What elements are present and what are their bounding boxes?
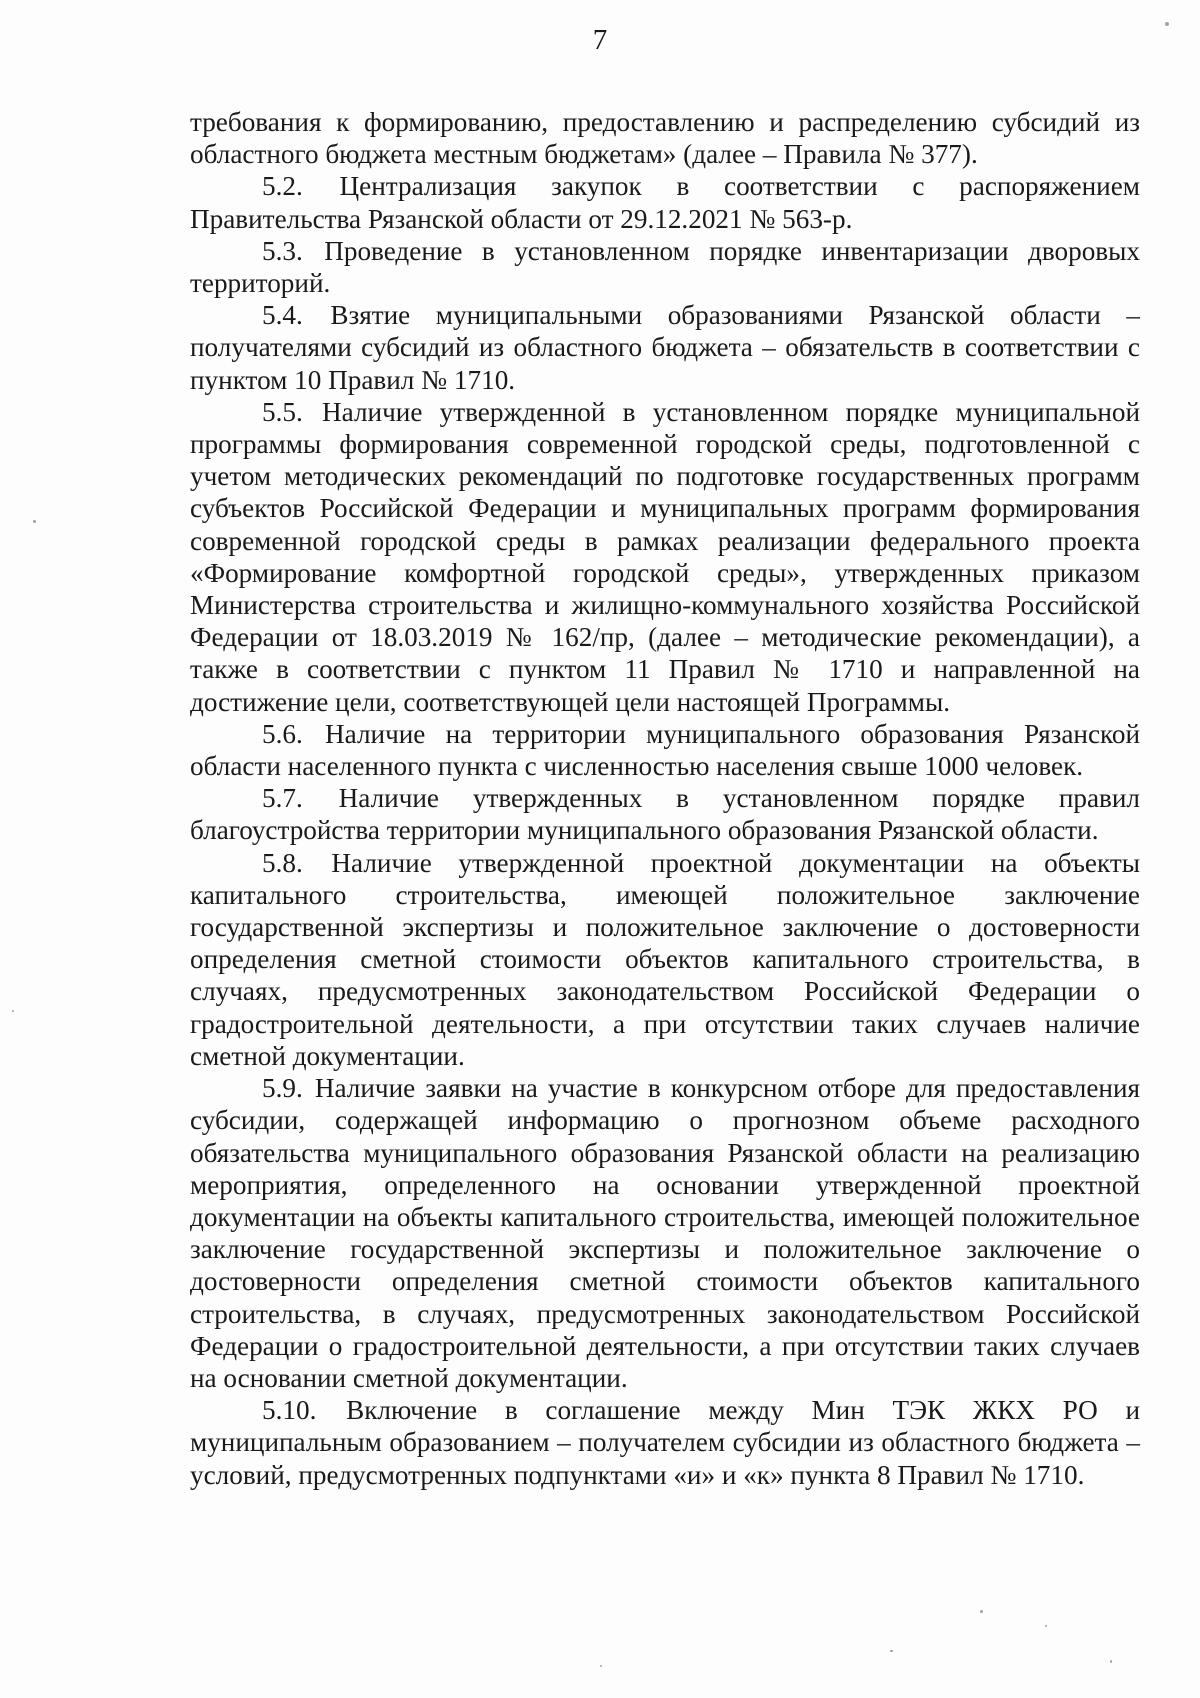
paragraph-number: 5.3. (262, 235, 303, 266)
paragraph-number: 5.7. (262, 783, 303, 814)
paragraph-number: 5.8. (262, 847, 303, 878)
paragraph-5-7 (190, 782, 1140, 846)
scan-speck (980, 1610, 983, 1613)
paragraph-text: Наличие утвержденных в установленном порядке правил благоустройства территории муниципального образования Рязанской области. (190, 783, 1140, 846)
document-body (190, 106, 1140, 1491)
paragraph-text: Наличие заявки на участие в конкурсном отборе для предоставления субсидии, содержащей информацию о прогнозном объеме расходного обязательства муниципального образования Рязанской области на реализацию мероприятия, определенного на основании утвержденной проектной документации на объекты капитального строительства, имеющей положительное заключение государственной экспертизы и положительное заключение о достоверности определения сметной стоимости объектов капитального строительства, в случаях, предусмотренных законодательством Российской Федерации о градостроительной деятельности, а при отсутствии таких случаев на основании сметной документации. (190, 1073, 1141, 1393)
paragraph-text: требования к формированию, предоставлению и распределению субсидий из областного бюджета местным бюджетам» (далее – Правила № 377). (190, 107, 1140, 170)
paragraph-text: Наличие утвержденной проектной документации на объекты капитального строительства, имеющей положительное заключение государственной экспертизы и положительное заключение о достоверности определения сметной стоимости объектов капитального строительства, в случаях, предусмотренных законодательством Российской Федерации о градостроительной деятельности, а при отсутствии таких случаев наличие сметной документации. (190, 847, 1140, 1071)
scan-speck (1110, 1660, 1112, 1663)
paragraph-text: Проведение в установленном порядке инвентаризации дворовых территорий. (190, 235, 1140, 299)
page-number: 7 (592, 24, 608, 56)
paragraph-text: Взятие муниципальными образованиями Рязанской области – получателями субсидий из областного бюджета – обязательств в соответствии с пунктом 10 Правил № 1710. (190, 300, 1141, 395)
paragraph-5-9 (190, 1072, 1140, 1394)
paragraph-number: 5.9. (262, 1073, 303, 1104)
paragraph-number: 5.5. (262, 396, 303, 427)
scan-speck (1045, 1625, 1047, 1627)
paragraph-5-10 (190, 1394, 1140, 1491)
paragraph-5-8 (190, 847, 1140, 1072)
paragraph-number: 5.4. (262, 300, 303, 331)
paragraph-5-2 (190, 170, 1140, 234)
scan-speck (12, 1010, 14, 1012)
paragraph-number: 5.6. (262, 718, 303, 749)
paragraph-5-6 (190, 718, 1140, 782)
scan-speck (33, 520, 36, 523)
paragraph-number: 5.2. (262, 171, 303, 202)
paragraph-continuation (190, 106, 1140, 170)
paragraph-text: Централизация закупок в соответствии с распоряжением Правительства Рязанской области от 29.12.2021 № 563-р. (190, 171, 1141, 234)
scan-speck (600, 1665, 602, 1667)
paragraph-5-4 (190, 299, 1140, 396)
paragraph-text: Наличие на территории муниципального образования Рязанской области населенного пункта с численностью населения свыше 1000 человек. (190, 718, 1141, 782)
paragraph-number: 5.10. (262, 1395, 317, 1426)
paragraph-5-5 (190, 396, 1140, 718)
paragraph-text: Включение в соглашение между Мин ТЭК ЖКХ РО и муниципальным образованием – получателем субсидии из областного бюджета – условий, предусмотренных подпунктами «и» и «к» пункта 8 Правил № 1710. (190, 1395, 1141, 1490)
paragraph-5-3 (190, 235, 1140, 299)
scan-speck (890, 1650, 893, 1652)
scan-speck (1165, 22, 1169, 26)
paragraph-text: Наличие утвержденной в установленном порядке муниципальной программы формирования современной городской среды, подготовленной с учетом методических рекомендаций по подготовке государственных программ субъектов Российской Федерации и муниципальных программ формирования современной городской среды в рамках реализации федерального проекта «Формирование комфортной городской среды», утвержденных приказом Министерства строительства и жилищно-коммунального хозяйства Российской Федерации от 18.03.2019 № 162/пр, (далее – методические рекомендации), а также в соответствии с пунктом 11 Правил № 1710 и направленной на достижение цели, соответствующей цели настоящей Программы. (190, 396, 1141, 717)
